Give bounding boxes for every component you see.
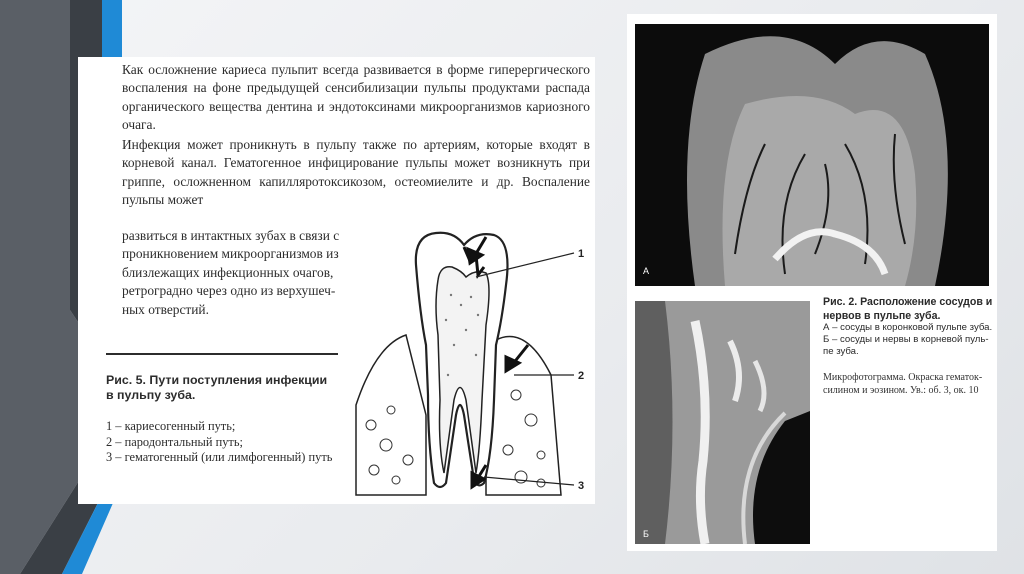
legend-item-b: Б – сосуды и нервы в корневой пульпе зуба. [823,334,989,357]
paragraph-2: Инфекция может проникнуть в пульпу также по артериям, которые входят в корневой канал. Гематогенное инфицирование пульпы может возникнуть при гриппе, осложненном капилляротоксикозом, остеомиелите и др. Воспаление пульпы может [122,137,590,208]
marker-3: 3 [578,480,585,492]
micrograph-b [635,301,810,544]
marker-1: 1 [578,248,585,260]
figure-2-caption: Рис. 2. Расположение сосудов и нервов в пульпе зуба. [823,296,993,322]
paragraph-1: Как осложнение кариеса пульпит всегда развивается в форме гиперергического воспаления на фоне предыдущей сенсибилизации пульпы продуктами распада органического вещества дентина и эндотоксинами микроорганизмов кариозного очага. [122,62,590,133]
label-a: А [643,266,650,276]
alveolar-bone-left [356,335,426,495]
right-figure-card [627,14,997,551]
marker-2: 2 [578,370,585,382]
figure-5-caption: Рис. 5. Пути поступления инфекции в пульпу зуба. [106,373,328,402]
micrograph-a-image [635,24,989,286]
legend-item-2: 2 – пародонтальный путь; [106,434,243,449]
legend-item-a: А – сосуды в коронковой пульпе зуба. [823,322,993,333]
legend-item-1: 1 – кариесогенный путь; [106,419,236,433]
figure-2-legend [823,322,995,358]
legend-item-3: 3 – гематогенный (или лимфогенный) путь [106,450,333,464]
paragraph-3: развиться в интактных зубах в связи с проникновением микроорганизмов из близлежащих инфекционных очагов, ретроградно через одно из верхушечных отверстий. [122,228,340,317]
figure-5-legend [106,419,338,466]
micrograph-note: Микрофотограмма. Окраска гематоксилином и эозином. Ув.: об. 3, ок. 10 [823,372,983,396]
left-figure-card [78,57,595,504]
micrograph-b-image [635,301,810,544]
micrograph-a [635,24,989,286]
tooth-diagram [336,225,592,497]
divider-line [106,353,338,355]
label-b: Б [643,529,649,539]
